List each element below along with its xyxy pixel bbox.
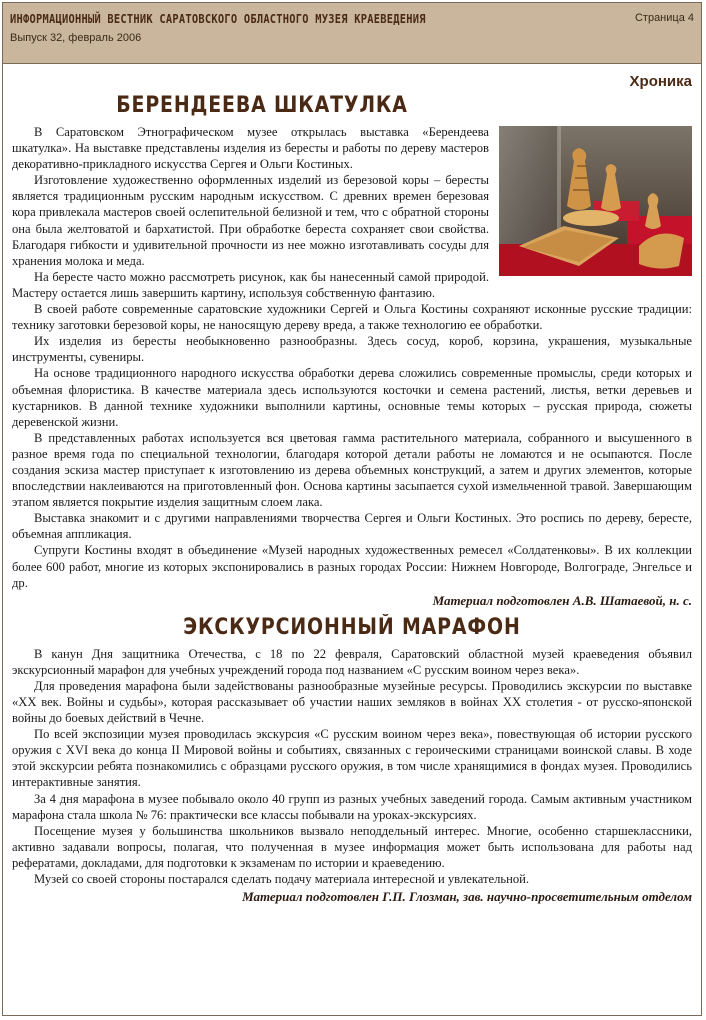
birch-bark-crafts-image — [499, 126, 692, 276]
exhibition-photo — [499, 126, 692, 276]
article-credit-berendey: Материал подготовлен А.В. Шатаевой, н. с. — [432, 592, 692, 608]
article-body-marathon — [12, 646, 692, 887]
page-number: Страница 4 — [634, 12, 694, 24]
paragraph: По всей экспозиции музея проводилась экскурсия «С русским воином через века», повествующая об истории русского оружия с XVI века до конца II Мировой войны и событиях, связанных с героическими страницами воинской славы. В ходе этой экскурсии ребята познакомились с образцами русского оружия, в том числе хранящимися в фондах музея. Проводились интерактивные занятия. — [12, 727, 692, 790]
newsletter-title: ИНФОРМАЦИОННЫЙ ВЕСТНИК САРАТОВСКОГО ОБЛАСТНОГО МУЗЕЯ КРАЕВЕДЕНИЯ — [10, 11, 426, 26]
paragraph: В своей работе современные саратовские художники Сергей и Ольга Костины сохраняют исконные русские традиции: технику заготовки березовой коры, не наносящую дереву вреда, а также технологию ее обработки. — [12, 302, 692, 333]
paragraph: Музей со своей стороны постарался сделать подачу материала интересной и увлекательной. — [34, 872, 530, 887]
paragraph: На бересте часто можно рассмотреть рисунок, как бы нанесенный самой природой. Мастеру остается лишь завершить картину, используя собственную фантазию. — [12, 269, 489, 300]
paragraph: Для проведения марафона были задействованы разнообразные музейные ресурсы. Проводились экскурсии по выставке «XX век. Войны и судьбы», которая рассказывает об участии наших земляков в войнах XX столетия - от русско-японской войны до боевых действий в Чечне. — [12, 678, 692, 726]
paragraph: Посещение музея у большинства школьников вызвало неподдельный интерес. Многие, особенно старшеклассники, активно задавали вопросы, полагая, что полученная в музее информация может быть использована для работы над рефератами, докладами, для подготовки к экзаменам по истории и краеведению. — [12, 823, 692, 870]
paragraph: За 4 дня марафона в музее побывало около 40 групп из разных учебных заведений города. Самым активным участником марафона стала школа № 76: практически все классы побывали на уроках-экскурсиях. — [12, 791, 692, 822]
paragraph: Их изделия из бересты необыкновенно разнообразны. Здесь сосуд, короб, корзина, украшения, музыкальные инструменты, сувениры. — [12, 334, 692, 365]
page-content — [3, 73, 701, 905]
paragraph: Супруги Костины входят в объединение «Музей народных художественных ремесел «Солдатенковы». В их коллекции более 600 работ, многие из которых экспонировались в разных городах России: Нижнем Новгороде, Волгограде, Энгельсе и др. — [12, 543, 692, 590]
paragraph: В канун Дня защитника Отечества, с 18 по 22 февраля, Саратовский областной музей краеведения объявил экскурсионный марафон для учебных учреждений города под названием «С русским воином через века». — [12, 646, 692, 677]
article-title-berendey: БЕРЕНДЕЕВА ШКАТУЛКА — [116, 93, 408, 118]
newsletter-page — [2, 2, 702, 1016]
paragraph: Изготовление художественно оформленных изделий из березовой коры – бересты является традиционным русским народным искусством. С древних времен березовая кора привлекала мастеров своей ослепительной белизной и тем, что с обратной стороны она была желтоватой и бархатистой. При обработке береста сохраняет свои свойства. Благодаря гибкости и удивительной прочности из нее можно изготавливать сосуды для хранения молока и меда. — [12, 173, 489, 268]
article-credit-marathon: Материал подготовлен Г.П. Глозман, зав. научно-просветительным отделом — [242, 889, 692, 905]
issue-info: Выпуск 32, февраль 2006 — [10, 32, 142, 44]
section-label: Хроника — [629, 73, 692, 90]
page-header — [3, 3, 701, 64]
article-title-marathon: ЭКСКУРСИОННЫЙ МАРАФОН — [183, 614, 521, 640]
paragraph: В Саратовском Этнографическом музее открылась выставка «Берендеева шкатулка». На выставке представлены изделия из бересты и работы по дереву мастеров декоративно-прикладного искусства Сергея и Ольги Костиных. — [12, 125, 489, 172]
paragraph: На основе традиционного народного искусства обработки дерева сложились современные промыслы, среди которых и объемная флористика. В качестве материала здесь используются косточки и семена растений, листья, ветки деревьев и кустарников. В данной технике художники выполнили картины, основные темы которых – русская природа, сюжеты деревенской жизни. — [12, 366, 692, 429]
paragraph: Выставка знакомит и с другими направлениями творчества Сергея и Ольги Костиных. Это роспись по дереву, бересте, объемная аппликация. — [12, 511, 692, 542]
paragraph: В представленных работах используется вся цветовая гамма растительного материала, собранного и высушенного в разное время года по специальной технологии, благодаря которой детали работы не ломаются и не осыпаются. После создания эскиза мастер приступает к изготовлению из дерева объемных конструкций, а затем и других элементов, которые впоследствии наклеиваются на приготовленный фон. Основа картины засыпается сухой измельченной травой. Завершающим этапом является покрытие изделия защитным слоем лака. — [12, 430, 692, 510]
